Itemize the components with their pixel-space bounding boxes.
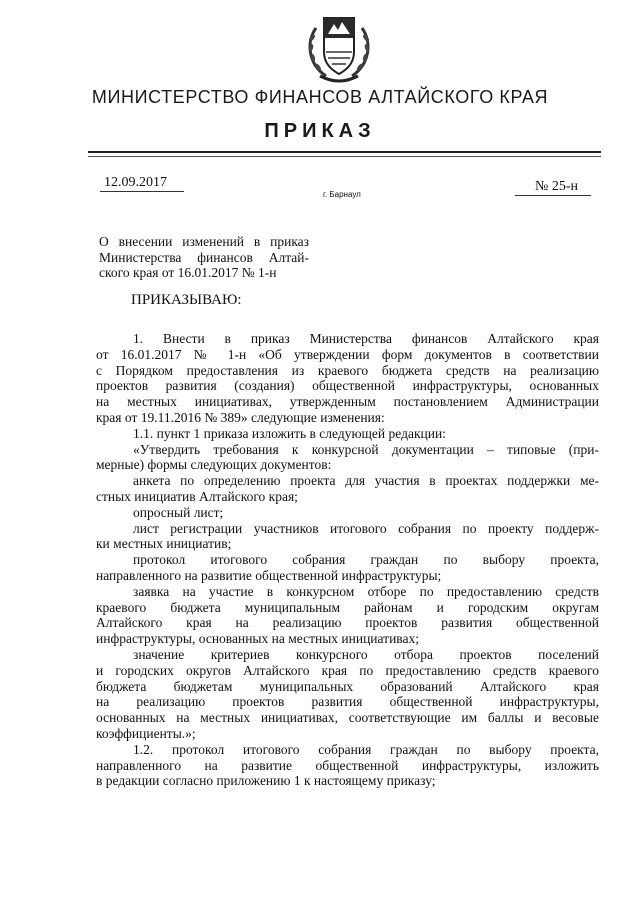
document-type-title: ПРИКАЗ: [264, 120, 376, 142]
body-line: бюджета бюджетам муниципальных образований Алтайского края: [96, 678, 599, 694]
body-line: ки местных инициатив;: [96, 536, 232, 552]
body-line: направленного на развитие общественной инфраструктуры;: [96, 567, 442, 583]
body-line: края от 19.11.2016 № 389» следующие изменения:: [96, 409, 385, 425]
body-line: коэффициенты.»;: [96, 725, 196, 741]
body-line: 1. Внести в приказ Министерства финансов Алтайского края: [133, 331, 599, 346]
body-line: 1.1. пункт 1 приказа изложить в следующей редакции:: [133, 425, 446, 441]
order-date: 12.09.2017: [100, 174, 184, 192]
header-divider-thin: [88, 156, 601, 157]
subject-line: О внесении изменений в приказ: [99, 234, 309, 249]
body-line: направленного на развитие общественной инфраструктуры, изложить: [96, 757, 599, 773]
order-city: г. Барнаул: [323, 190, 361, 199]
body-line: значение критериев конкурсного отбора проектов поселений: [133, 646, 599, 662]
body-line: протокол итогового собрания граждан по выбору проекта,: [133, 552, 599, 568]
body-line: в редакции согласно приложению 1 к настоящему приказу;: [96, 773, 436, 789]
order-subject: [99, 234, 309, 281]
order-number: № 25-н: [515, 178, 591, 196]
body-line: «Утвердить требования к конкурсной документации – типовые (при-: [133, 441, 599, 457]
body-line: на местных инициативах, утвержденным постановлением Администрации: [96, 394, 599, 410]
order-directive: ПРИКАЗЫВАЮ:: [131, 292, 242, 308]
body-line: основанных на местных инициативах, соответствующие им баллы и весовые: [96, 710, 599, 726]
body-line: опросный лист;: [133, 504, 224, 520]
body-line: 1.2. протокол итогового собрания граждан по выбору проекта,: [133, 741, 599, 757]
body-line: стных инициатив Алтайского края;: [96, 488, 298, 504]
body-line: инфраструктуры, основанных на местных инициативах;: [96, 631, 419, 647]
body-line: от 16.01.2017 № 1-н «Об утверждении форм документов в соответствии: [96, 346, 599, 362]
body-line: мерные) формы следующих документов:: [96, 457, 332, 473]
header-divider-thick: [88, 151, 601, 153]
body-line: проектов развития (создания) общественной инфраструктуры, основанных: [96, 378, 599, 394]
body-line: заявка на участие в конкурсном отборе по предоставлению средств: [133, 583, 599, 599]
body-line: с Порядком предоставления из краевого бюджета средств на реализацию: [96, 362, 599, 378]
body-line: краевого бюджета муниципальным районам и городским округам: [96, 599, 599, 615]
ministry-name: МИНИСТЕРСТВО ФИНАНСОВ АЛТАЙСКОГО КРАЯ: [91, 87, 549, 107]
body-line: Алтайского края на реализацию проектов развития общественной: [96, 615, 599, 631]
body-line: лист регистрации участников итогового собрания по проекту поддерж-: [133, 520, 599, 536]
subject-line: ского края от 16.01.2017 № 1-н: [99, 265, 277, 280]
body-line: на реализацию проектов развития общественной инфраструктуры,: [96, 694, 599, 710]
subject-line: Министерства финансов Алтай-: [99, 249, 309, 265]
body-line: и городских округов Алтайского края по предоставлению средств краевого: [96, 662, 599, 678]
body-line: анкета по определению проекта для участия в проектах поддержки ме-: [133, 473, 599, 489]
altai-krai-emblem-icon: [302, 8, 376, 86]
order-body: [96, 331, 599, 789]
